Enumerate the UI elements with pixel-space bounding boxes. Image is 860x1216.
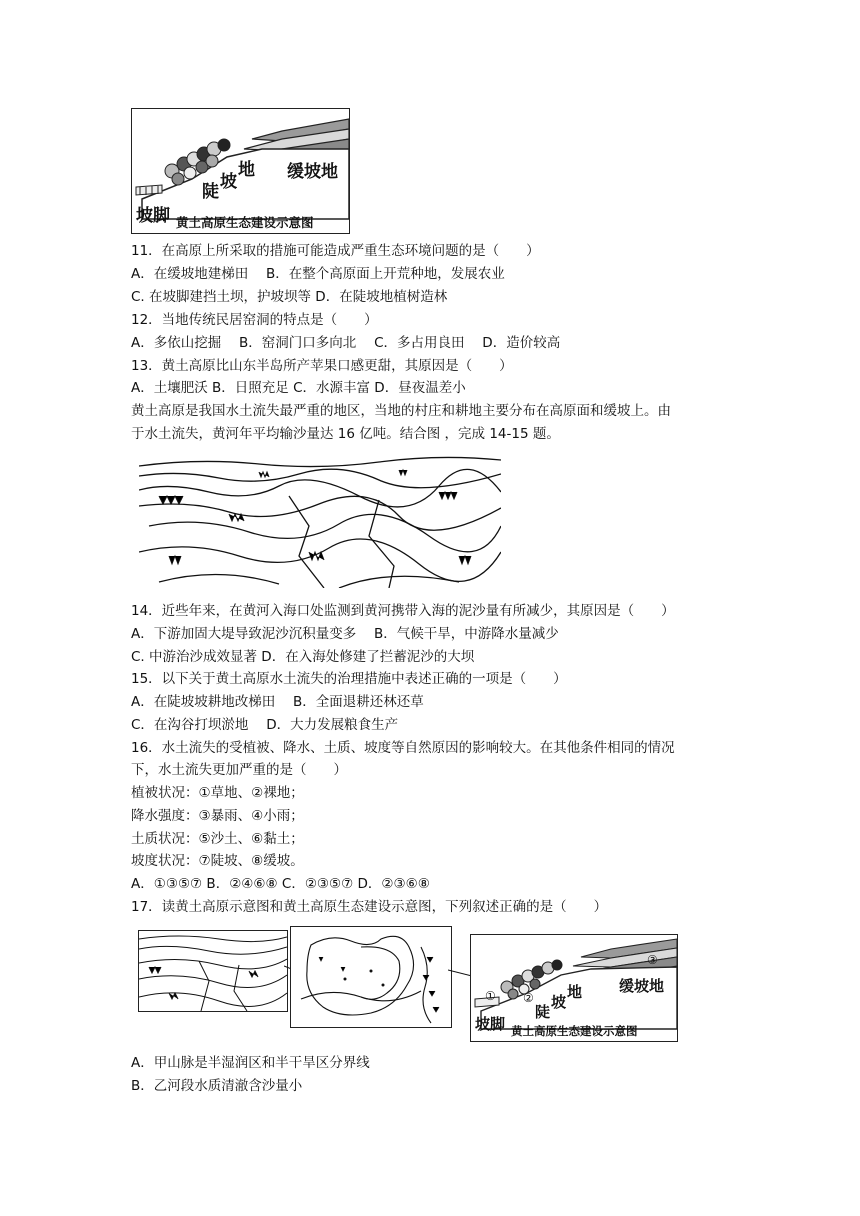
intro-14-15-line1: 黄土高原是我国水土流失最严重的地区，当地的村庄和耕地主要分布在高原面和缓坡上。由 bbox=[131, 403, 671, 419]
q12-options: A．多依山挖掘 B．窑洞门口多向北 C．多占用良田 D．造价较高 bbox=[131, 335, 561, 351]
q15-options-cd: C．在沟谷打坝淤地 D．大力发展粮食生产 bbox=[131, 717, 399, 733]
q16-options: A．①③⑤⑦ B．②④⑥⑧ C．②③⑤⑦ D．②③⑥⑧ bbox=[131, 876, 430, 892]
q16-stem-line2: 下，水土流失更加严重的是（ ） bbox=[131, 762, 347, 778]
q17-landscape-panel bbox=[138, 930, 288, 1012]
q17-label-gentle-slope: 缓坡地 bbox=[619, 977, 665, 995]
q14-stem: 14．近些年来，在黄河入海口处监测到黄河携带入海的泥沙量有所减少，其原因是（ ） bbox=[131, 603, 675, 619]
q17-label-slope-foot: 坡脚 bbox=[475, 1015, 506, 1033]
q17-figure-caption: 黄土高原生态建设示意图 bbox=[511, 1024, 638, 1038]
q15-options-ab: A．在陡坡坡耕地改梯田 B．全面退耕还林还草 bbox=[131, 694, 424, 710]
q17-landscape-sketch bbox=[139, 931, 287, 1011]
q17-mark-1: ① bbox=[485, 989, 496, 1003]
intro-14-15-line2: 于水土流失，黄河年平均输沙量达 16 亿吨。结合图 ，完成 14-15 题。 bbox=[131, 426, 560, 442]
q12-stem: 12．当地传统民居窑洞的特点是（ ） bbox=[131, 312, 378, 328]
q17-eco-construction-panel: ① ② ③ 坡脚 陡 坡 地 缓坡地 黄土高原生态建设示意图 bbox=[470, 934, 678, 1042]
label-slope-foot: 坡脚 bbox=[136, 206, 170, 226]
q16-slope: 坡度状况：⑦陡坡、⑧缓坡。 bbox=[131, 853, 304, 869]
q16-rainfall: 降水强度：③暴雨、④小雨； bbox=[131, 808, 304, 824]
label-gentle-slope: 缓坡地 bbox=[287, 162, 338, 182]
q11-options-cd: C. 在坡脚建挡土坝，护坡坝等 D．在陡坡地植树造林 bbox=[131, 289, 448, 305]
eco-construction-figure: 坡脚 陡 坡 地 缓坡地 黄土高原生态建设示意图 bbox=[131, 108, 350, 234]
q14-options-ab: A．下游加固大堤导致泥沙沉积量变多 B．气候干旱，中游降水量减少 bbox=[131, 626, 559, 642]
q17-mark-2: ② bbox=[523, 991, 534, 1005]
loess-landscape-figure bbox=[139, 456, 501, 588]
q13-options: A．土壤肥沃 B．日照充足 C．水源丰富 D．昼夜温差小 bbox=[131, 380, 466, 396]
q15-stem: 15．以下关于黄土高原水土流失的治理措施中表述正确的一项是（ ） bbox=[131, 671, 567, 687]
q17-option-a: A．甲山脉是半湿润区和半干旱区分界线 bbox=[131, 1055, 370, 1071]
connector-line-2 bbox=[448, 968, 472, 978]
q17-option-b: B．乙河段水质清澈含沙量小 bbox=[131, 1078, 303, 1094]
q17-loess-map bbox=[291, 927, 451, 1027]
q17-mark-3: ③ bbox=[647, 953, 658, 967]
q11-stem: 11．在高原上所采取的措施可能造成严重生态环境问题的是（ ） bbox=[131, 243, 540, 259]
q11-options-ab: A．在缓坡地建梯田 B．在整个高原面上开荒种地，发展农业 bbox=[131, 266, 505, 282]
q16-soil: 土质状况：⑤沙土、⑥黏土； bbox=[131, 831, 304, 847]
q16-stem-line1: 16．水土流失的受植被、降水、土质、坡度等自然原因的影响较大。在其他条件相同的情况 bbox=[131, 740, 675, 756]
q13-stem: 13．黄土高原比山东半岛所产苹果口感更甜，其原因是（ ） bbox=[131, 358, 513, 374]
q17-stem: 17．读黄土高原示意图和黄土高原生态建设示意图，下列叙述正确的是（ ） bbox=[131, 899, 608, 915]
figure-caption: 黄土高原生态建设示意图 bbox=[176, 215, 314, 230]
loess-landscape-sketch bbox=[139, 456, 501, 588]
q14-options-cd: C. 中游治沙成效显著 D．在入海处修建了拦蓄泥沙的大坝 bbox=[131, 649, 475, 665]
q16-vegetation: 植被状况：①草地、②裸地； bbox=[131, 785, 304, 801]
q17-map-panel bbox=[290, 926, 452, 1028]
